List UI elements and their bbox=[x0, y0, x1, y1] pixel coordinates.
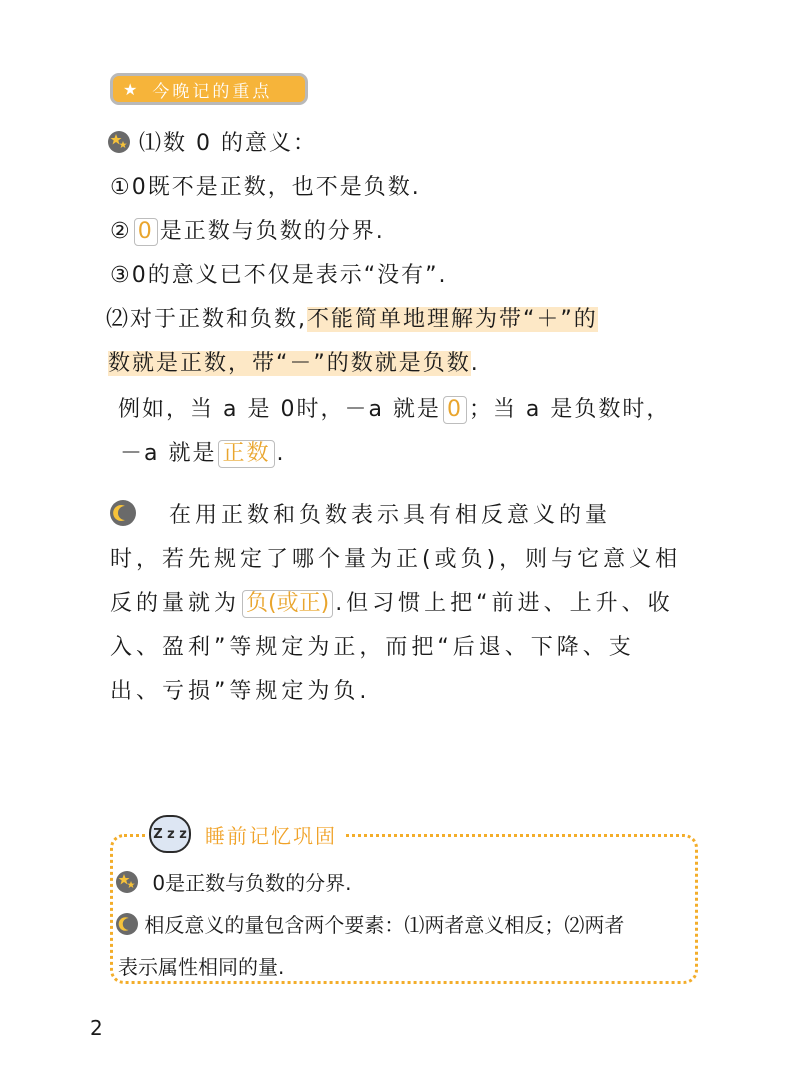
opposite-meaning-paragraph: 在用正数和负数表示具有相反意义的量 时，若先规定了哪个量为正(或负)，则与它意义相 反的量就为 负(或正) .但习惯上把“前进、上升、收 入、盈利”等规定为正，而把“后退、下降、支 出、亏损”等规定为负. bbox=[110, 494, 700, 714]
review-header bbox=[145, 812, 345, 856]
example-line-2: －a 就是 正数 . bbox=[120, 441, 286, 466]
page-number: 2 bbox=[90, 1016, 103, 1040]
answer-blank-zero: 0 bbox=[443, 396, 467, 424]
moon-icon bbox=[110, 500, 136, 526]
point-sign-rule: ⑵对于正数和负数,不能简单地理解为带“＋”的 bbox=[106, 307, 598, 332]
review-line-3: 表示属性相同的量. bbox=[118, 955, 285, 979]
point-sign-rule-cont: 数就是正数，带“－”的数就是负数. bbox=[108, 351, 480, 376]
stars-icon bbox=[108, 131, 130, 153]
review-title: 睡前记忆巩固 bbox=[205, 823, 337, 848]
review-line-1: 0是正数与负数的分界. bbox=[116, 868, 351, 898]
point-3: ③0的意义已不仅是表示“没有”. bbox=[110, 263, 448, 288]
point-2: ② 0 是正数与负数的分界. bbox=[110, 219, 385, 244]
answer-blank-opposite: 负(或正) bbox=[242, 590, 333, 618]
example-line-1: 例如，当 a 是 0时，－a 就是 0 ；当 a 是负数时， bbox=[118, 397, 671, 422]
highlight-text: 不能简单地理解为带“＋”的 bbox=[307, 307, 598, 332]
section-title-tab bbox=[110, 73, 308, 105]
star-icon: ★ bbox=[123, 79, 141, 99]
highlight-text: 数就是正数，带“－”的数就是负数 bbox=[108, 351, 471, 376]
section-title: 今晚记的重点 bbox=[152, 81, 273, 102]
moon-icon bbox=[116, 913, 138, 935]
sleep-zzz-icon: Z z z bbox=[149, 815, 191, 853]
review-line-2: 相反意义的量包含两个要素：⑴两者意义相反；⑵两者 bbox=[116, 910, 624, 940]
answer-blank-zero: 0 bbox=[134, 218, 158, 246]
meaning-of-zero-heading: ⑴数 0 的意义： bbox=[108, 126, 317, 162]
point-1: ①0既不是正数，也不是负数. bbox=[110, 175, 421, 200]
stars-icon bbox=[116, 871, 138, 893]
answer-blank-positive: 正数 bbox=[218, 440, 274, 468]
